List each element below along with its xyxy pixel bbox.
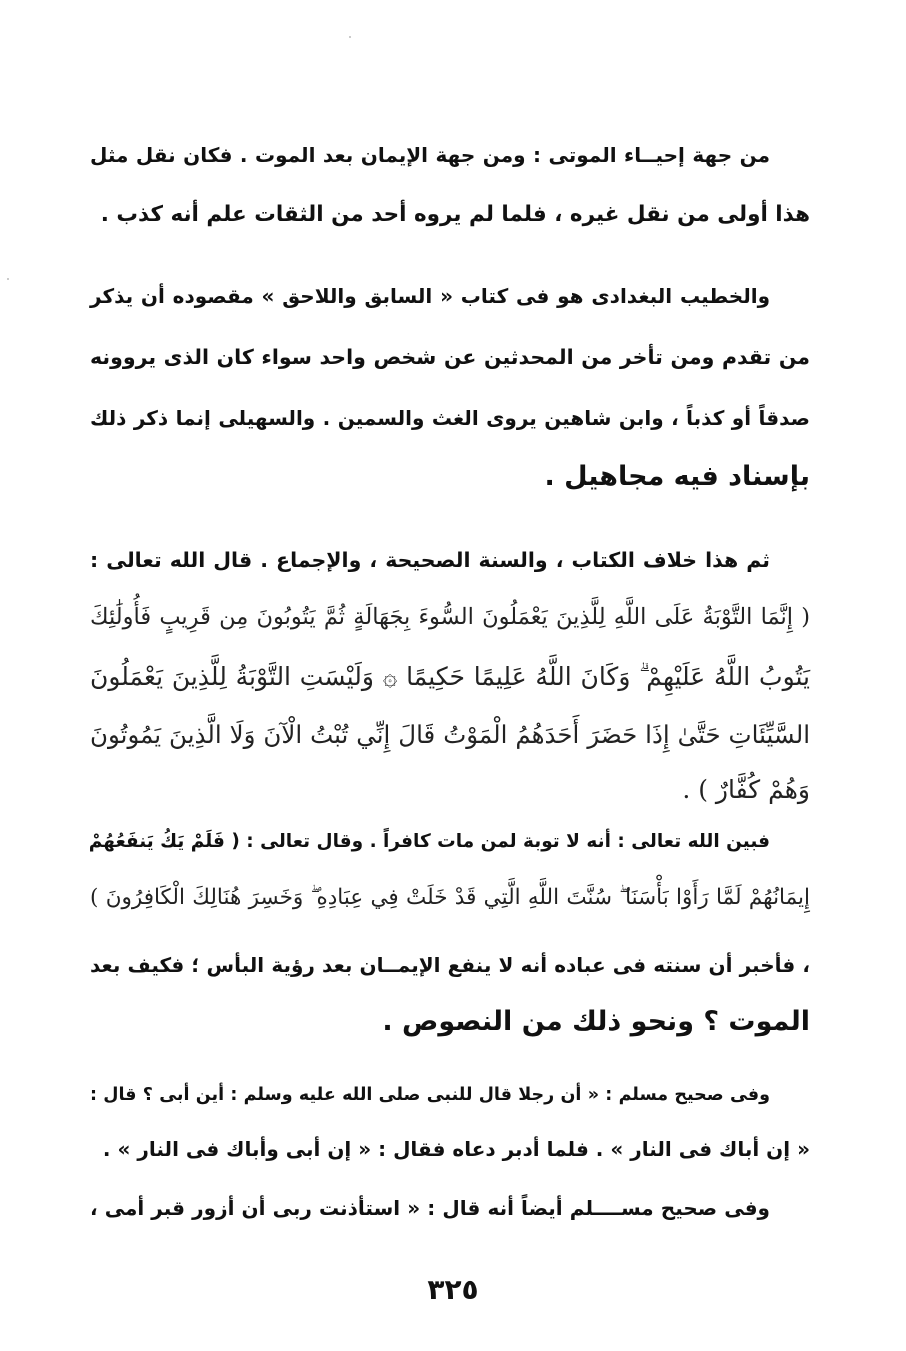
text-line: ، فأخبر أن سنته فى عباده أنه لا ينفع الإيمــان بعد رؤية البأس ؛ فكيف بعد <box>90 953 810 977</box>
page-number: ٣٢٥ <box>427 1273 479 1306</box>
quran-verse-line: السَّيِّئَاتِ حَتَّىٰ إِذَا حَضَرَ أَحَدَهُمُ الْمَوْتُ قَالَ إِنِّي تُبْتُ الْآنَ وَلَا الَّذِينَ يَمُوتُونَ <box>90 720 810 749</box>
text-line: وفى صحيح مسلم : « أن رجلا قال للنبى صلى الله عليه وسلم : أين أبى ؟ قال : <box>90 1085 770 1105</box>
text-line: من تقدم ومن تأخر من المحدثين عن شخص واحد سواء كان الذى يروونه <box>90 345 810 369</box>
text-line: بإسناد فيه مجاهيل . <box>544 461 810 492</box>
text-line: صدقاً أو كذباً ، وابن شاهين يروى الغث والسمين . والسهيلى إنما ذكر ذلك <box>90 406 810 430</box>
text-line: الموت ؟ ونحو ذلك من النصوص . <box>382 1006 810 1037</box>
quran-verse-line: يَتُوبُ اللَّهُ عَلَيْهِمْ ۗ وَكَانَ اللَّهُ عَلِيمًا حَكِيمًا ۞ وَلَيْسَتِ التَّوْبَةُ لِلَّذِينَ يَعْمَلُونَ <box>90 662 810 691</box>
quran-verse-line: وَهُمْ كُفَّارٌ ) . <box>682 775 810 804</box>
scan-speck <box>7 278 9 280</box>
text-line: من جهة إحيــاء الموتى : ومن جهة الإيمان بعد الموت . فكان نقل مثل <box>90 143 770 167</box>
text-line: فبين الله تعالى : أنه لا توبة لمن مات كافراً . وقال تعالى : ( فَلَمْ يَكُ يَنفَعُهُمْ <box>88 831 770 852</box>
text-line: ثم هذا خلاف الكتاب ، والسنة الصحيحة ، والإجماع . قال الله تعالى : <box>90 548 770 572</box>
scan-speck <box>349 36 351 38</box>
text-line: هذا أولى من نقل غيره ، فلما لم يروه أحد من الثقات علم أنه كذب . <box>100 202 810 227</box>
text-line: « إن أباك فى النار » . فلما أدبر دعاه فقال : « إن أبى وأباك فى النار » . <box>102 1137 810 1161</box>
quran-verse-line: ( إِنَّمَا التَّوْبَةُ عَلَى اللَّهِ لِلَّذِينَ يَعْمَلُونَ السُّوءَ بِجَهَالَةٍ ثُمَّ يَتُوبُونَ مِن قَرِيبٍ فَأُولَٰئِكَ <box>90 604 810 630</box>
quran-verse-line: إِيمَانُهُمْ لَمَّا رَأَوْا بَأْسَنَا ۖ سُنَّتَ اللَّهِ الَّتِي قَدْ خَلَتْ فِي عِبَادِهِ ۖ وَخَسِرَ هُنَالِكَ الْكَافِرُونَ ) <box>90 885 810 910</box>
text-line: وفى صحيح مســــلم أيضاً أنه قال : « استأذنت ربى أن أزور قبر أمى ، <box>90 1196 770 1220</box>
text-line: والخطيب البغدادى هو فى كتاب « السابق واللاحق » مقصوده أن يذكر <box>90 284 770 308</box>
